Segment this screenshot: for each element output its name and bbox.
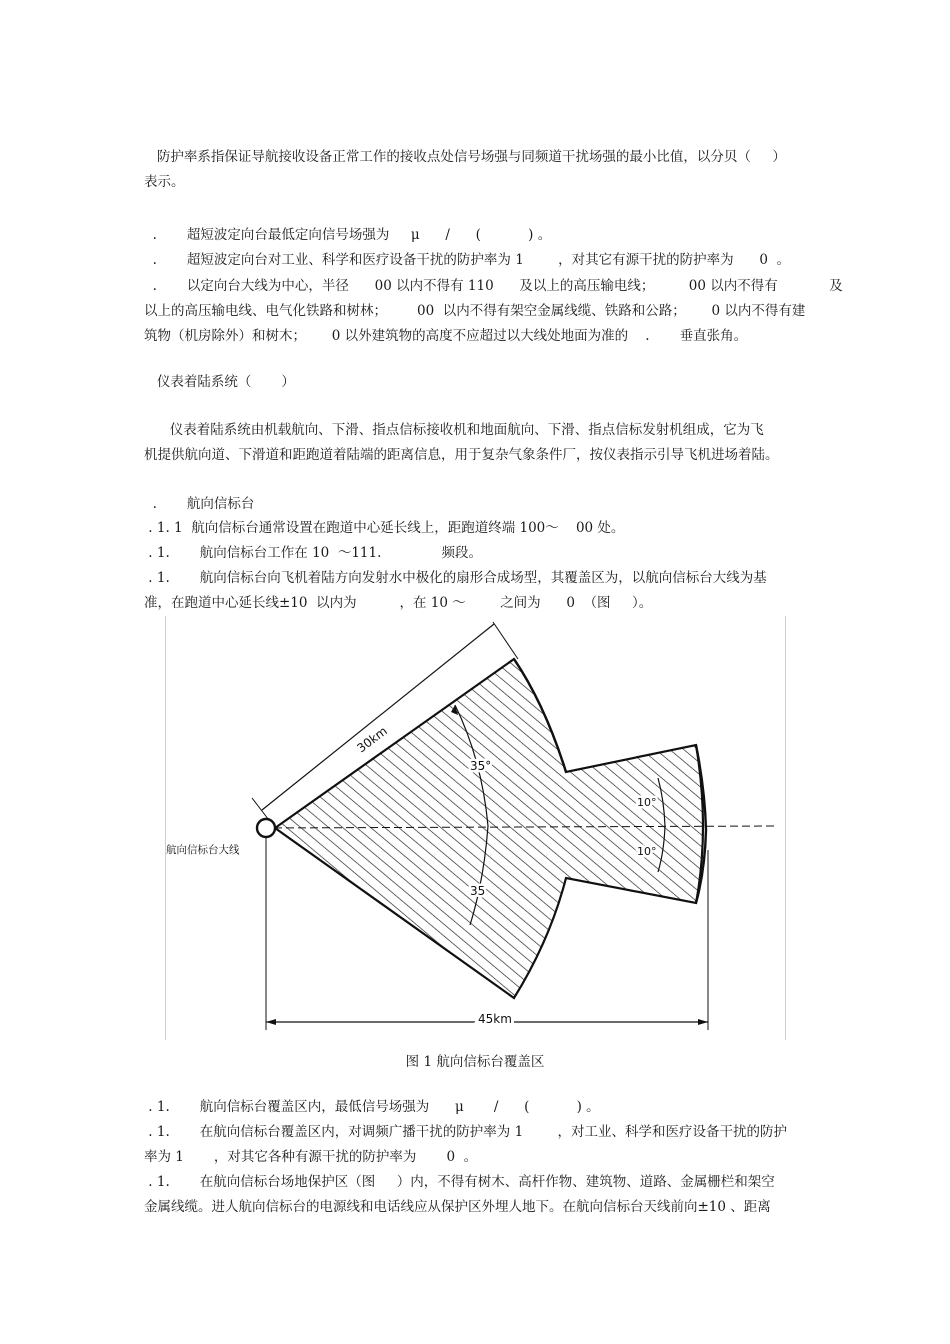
label-10-upper: 10°: [637, 796, 657, 809]
paragraph-line: . 1. 航向信标台向飞机着陆方向发射水中极化的扇形合成场型，其覆盖区为，以航向信标台大线为基: [144, 570, 767, 586]
label-45km: 45km: [478, 1012, 512, 1026]
antenna-circle: [257, 819, 275, 837]
paragraph-line: . 超短波定向台对工业、科学和医疗设备干扰的防护率为 1 ，对其它有源干扰的防护率为 0 。: [144, 252, 791, 268]
paragraph-line: . 1. 在航向信标台场地保护区（图 ）内，不得有树木、高杆作物、建筑物、道路、金属栅栏和架空: [144, 1174, 775, 1190]
label-antenna: 航向信标台大线: [166, 844, 240, 856]
paragraph-line: 表示。: [144, 174, 185, 190]
paragraph-line: 金属线缆。进人航向信标台的电源线和电话线应从保护区外埋人地下。在航向信标台天线前向±10 、距离: [144, 1199, 771, 1215]
paragraph-line: 机提供航向道、下滑道和距跑道着陆端的距离信息，用于复杂气象条件厂，按仪表指示引导飞机进场着陆。: [144, 447, 779, 463]
label-35-lower: 35: [470, 884, 486, 898]
label-10-lower: 10°: [637, 845, 657, 858]
paragraph-line: 防护率系指保证导航接收设备正常工作的接收点处信号场强与同频道干扰场强的最小比值，以分贝（ ）: [144, 149, 786, 165]
label-35-upper: 35°: [470, 759, 492, 773]
paragraph-line: 筑物（机房除外）和树木； 0 以外建筑物的高度不应超过以大线处地面为准的 . 垂直张角。: [144, 328, 748, 344]
paragraph-line: 以上的高压输电线、电气化铁路和树林； 00 以内不得有架空金属线缆、铁路和公路； 0 以内不得有建: [144, 303, 806, 319]
paragraph-line: 准，在跑道中心延长线±10 以内为 ，在 10 ～ 之间为 0 （图 ）。: [144, 595, 653, 611]
paragraph-line: . 超短波定向台最低定向信号场强为 μ / ( ) 。: [144, 227, 552, 243]
section-heading: 仪表着陆系统（ ）: [144, 374, 295, 390]
paragraph-line: 率为 1 ，对其它各种有源干扰的防护率为 0 。: [144, 1149, 478, 1165]
section-heading: . 航向信标台: [144, 496, 255, 512]
coverage-area: [275, 659, 703, 998]
paragraph-line: . 1. 1 航向信标台通常设置在跑道中心延长线上，距跑道终端 100～ 00 处。: [144, 520, 625, 536]
paragraph-line: . 以定向台大线为中心，半径 00 以内不得有 110 及以上的高压输电线； 00 以内不得有 及: [144, 278, 843, 294]
label-30km: 30km: [354, 723, 390, 756]
paragraph-line: . 1. 在航向信标台覆盖区内，对调频广播干扰的防护率为 1 ，对工业、科学和医疗设备干扰的防护: [144, 1124, 788, 1140]
paragraph-line: . 1. 航向信标台覆盖区内，最低信号场强为 μ / ( ) 。: [144, 1099, 600, 1115]
paragraph-line: 仪表着陆系统由机载航向、下滑、指点信标接收机和地面航向、下滑、指点信标发射机组成，它为飞: [144, 422, 764, 438]
paragraph-line: . 1. 航向信标台工作在 10 ～111. 频段。: [144, 545, 482, 561]
figure-caption: 图 1 航向信标台覆盖区: [405, 1054, 545, 1070]
